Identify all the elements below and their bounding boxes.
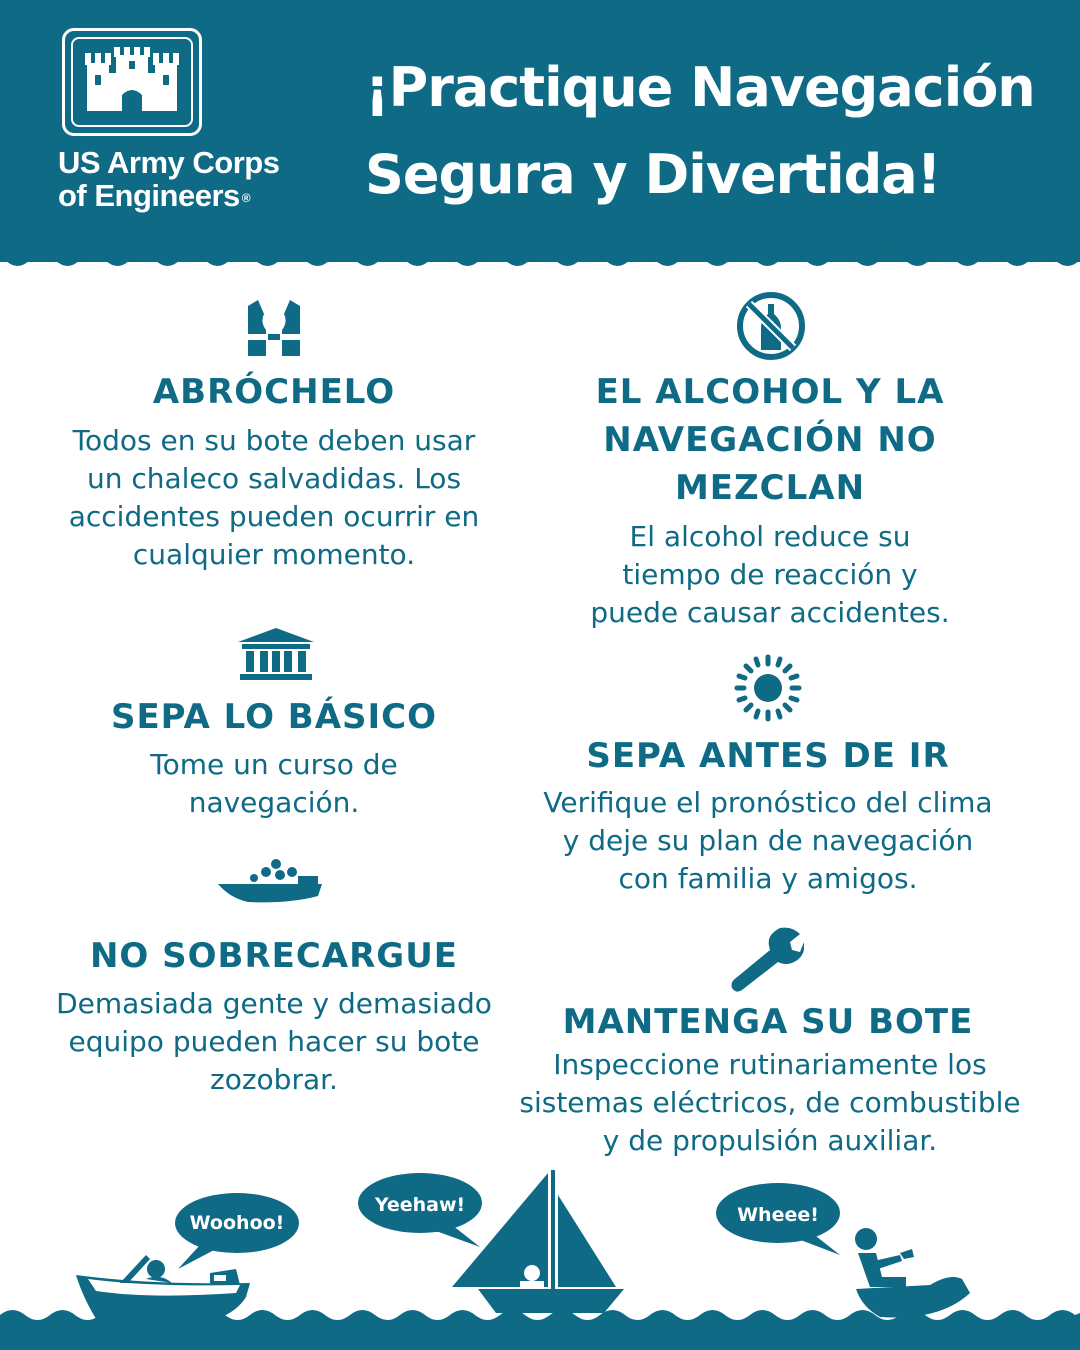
page-title-line1: ¡Practique Navegación <box>365 56 1035 119</box>
section-text-basico: Tome un curso de navegación. <box>150 748 398 819</box>
speech-bubble-wheee <box>716 1183 840 1255</box>
section-heading-mantenga: MANTENGA SU BOTE <box>562 1002 974 1042</box>
section-text-sobrecargue: Demasiada gente y demasiado equipo pueden hacer su bote zozobrar. <box>56 987 492 1096</box>
section-text-alcohol: El alcohol reduce su tiempo de reacción y puede causar accidentes. <box>590 520 950 629</box>
overloaded-boat-icon <box>218 858 326 908</box>
life-vest-icon <box>244 298 304 358</box>
no-alcohol-icon <box>735 290 807 362</box>
section-heading-basico: SEPA LO BÁSICO <box>110 697 438 737</box>
section-heading-alcohol: EL ALCOHOL Y LA NAVEGACIÓN NO MEZCLAN <box>595 372 945 508</box>
section-heading-sobrecargue: NO SOBRECARGUE <box>89 936 459 976</box>
speech-bubble-yeehaw <box>358 1173 482 1247</box>
registered-mark: ® <box>241 190 251 205</box>
org-name-line2: of Engineers ® <box>58 178 251 213</box>
svg-text:Woohoo!: Woohoo! <box>189 1212 285 1234</box>
header-wave-divider <box>0 248 1080 278</box>
motorboat-illustration <box>76 1255 250 1325</box>
sun-icon <box>734 654 802 722</box>
section-heading-abrochelo: ABRÓCHELO <box>152 372 396 412</box>
institution-icon <box>238 628 314 680</box>
speech-bubble-woohoo <box>175 1193 299 1269</box>
page-title-line2: Segura y Divertida! <box>365 143 941 206</box>
wrench-icon <box>730 926 804 992</box>
org-name-line1: US Army Corps <box>58 145 280 180</box>
sailboat-illustration <box>452 1170 624 1313</box>
usace-logo <box>62 28 202 136</box>
svg-text:Wheee!: Wheee! <box>737 1204 819 1226</box>
jetski-illustration <box>855 1228 970 1318</box>
section-text-antes: Verifique el pronóstico del clima y deje su plan de navegación con familia y amigos. <box>543 786 993 895</box>
section-heading-antes: SEPA ANTES DE IR <box>586 736 950 776</box>
section-text-mantenga: Inspeccione rutinariamente los sistemas eléctricos, de combustible y de propulsión auxiliar. <box>519 1048 1021 1157</box>
castle-icon <box>82 45 182 115</box>
boating-scene <box>0 1165 1080 1350</box>
svg-text:Yeehaw!: Yeehaw! <box>374 1194 466 1216</box>
section-text-abrochelo: Todos en su bote deben usar un chaleco salvadidas. Los accidentes pueden ocurrir en cualquier momento. <box>68 424 480 571</box>
